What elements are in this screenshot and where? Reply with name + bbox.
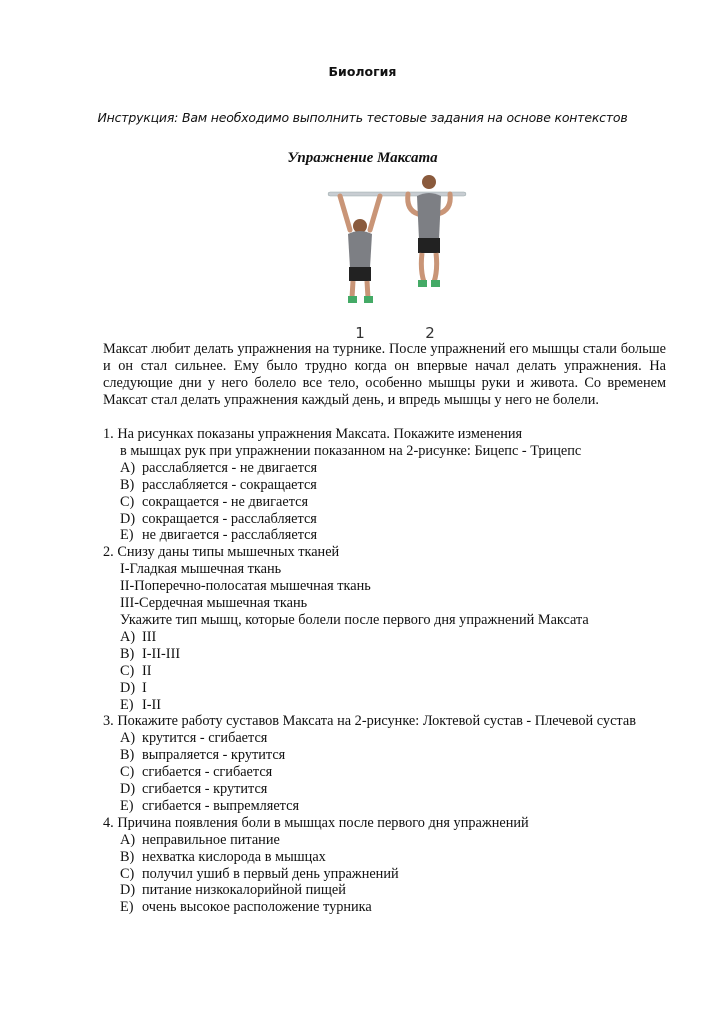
option-letter: B) [120,476,135,493]
option-text: выпраляется - крутится [142,747,286,764]
option-text: сгибается - сгибается [142,764,273,781]
story-paragraph: Максат любит делать упражнения на турнике. После упражнений его мышцы стали больше и он стал сильнее. Ему было трудно когда он впервые начал делать упражнения. На следующие дни у него болело все тело, особенно мышцы руки и живота. Со временем Максат стал делать упражнения каждый день, и впредь мышцы у него не болели. [103,341,666,408]
answer-option[interactable] [103,460,683,477]
question-line: Причина появления боли в мышцах после первого дня упражнений [117,814,529,831]
answer-option[interactable] [103,494,683,511]
answer-option[interactable] [103,747,683,764]
option-letter: C) [120,493,135,510]
answer-option[interactable] [103,730,683,747]
option-text: сгибается - выпремляется [142,797,300,814]
option-letter: A) [120,628,136,645]
answer-option[interactable] [103,527,683,544]
figure-title: Упражнение Максата [287,150,438,166]
question-line: На рисунках показаны упражнения Максата. Покажите изменения [117,426,523,442]
option-text: сокращается - не двигается [142,493,309,510]
figure-label-2: 2 [425,324,435,342]
answer-option[interactable] [103,663,683,680]
option-text: крутится - сгибается [142,730,268,747]
option-text: неправильное питание [142,831,280,848]
question-2 [103,544,683,713]
option-letter: C) [120,865,135,882]
question-number: 2. [103,544,114,561]
option-letter: C) [120,764,135,781]
answer-option[interactable] [103,764,683,781]
question-number: 4. [103,814,114,831]
question-1 [103,426,683,544]
option-text: I-II [142,696,162,713]
option-letter: D) [120,781,136,798]
option-text: II [142,662,152,679]
question-line: Покажите работу суставов Максата на 2-рисунке: Локтевой сустав - Плечевой сустав [117,713,636,730]
question-line: в мышцах рук при упражнении показанном на 2-рисунке: Бицепс - Трицепс [120,442,582,459]
option-text: I [142,679,147,696]
answer-option[interactable] [103,646,683,663]
answer-option[interactable] [103,798,683,815]
instruction: Инструкция: Вам необходимо выполнить тестовые задания на основе контекстов [97,110,628,125]
option-letter: B) [120,848,135,865]
question-number: 1. [103,426,114,442]
question-line: I-Гладкая мышечная ткань [120,561,282,578]
option-text: расслабляется - не двигается [142,459,318,476]
question-text [103,815,683,832]
answer-option[interactable] [103,832,683,849]
question-text [103,426,683,443]
option-letter: D) [120,679,136,696]
question-line: Снизу даны типы мышечных тканей [117,544,340,561]
subject-title: Биология [328,64,397,79]
answer-option[interactable] [103,477,683,494]
option-letter: A) [120,459,136,476]
question-3 [103,713,683,814]
option-text: нехватка кислорода в мышцах [142,848,326,865]
option-text: сгибается - крутится [142,781,268,798]
option-letter: E) [120,696,134,713]
option-letter: E) [120,899,134,916]
option-letter: B) [120,645,135,662]
question-line: III-Сердечная мышечная ткань [120,595,308,612]
question-line: II-Поперечно-полосатая мышечная ткань [120,578,371,595]
option-letter: D) [120,510,136,527]
option-letter: E) [120,527,134,544]
answer-option[interactable] [103,511,683,528]
figure-label-1: 1 [355,324,365,342]
option-text: получил ушиб в первый день упражнений [142,865,399,882]
answer-option[interactable] [103,866,683,883]
option-letter: C) [120,662,135,679]
question-number: 3. [103,713,114,730]
option-text: сокращается - расслабляется [142,510,317,527]
option-text: очень высокое расположение турника [142,899,372,916]
option-letter: B) [120,747,135,764]
question-text [103,713,683,730]
option-text: I-II-III [142,645,181,662]
pullup-illustration [320,170,470,342]
answer-option[interactable] [103,849,683,866]
option-letter: E) [120,797,134,814]
option-letter: D) [120,882,136,899]
man-1-hanging [340,196,380,303]
question-text [103,544,683,561]
question-list [103,426,683,916]
answer-option[interactable] [103,781,683,798]
option-text: питание низкокалорийной пищей [142,882,346,899]
option-letter: A) [120,831,136,848]
answer-option[interactable] [103,899,683,916]
answer-option[interactable] [103,697,683,714]
answer-option[interactable] [103,629,683,646]
option-letter: A) [120,730,136,747]
answer-option[interactable] [103,882,683,899]
pullup-figure [320,170,470,342]
question-line: Укажите тип мышц, которые болели после первого дня упражнений Максата [120,611,589,628]
option-text: не двигается - расслабляется [142,527,318,544]
question-4 [103,815,683,916]
option-text: расслабляется - сокращается [142,476,317,493]
answer-option[interactable] [103,680,683,697]
option-text: III [142,628,157,645]
